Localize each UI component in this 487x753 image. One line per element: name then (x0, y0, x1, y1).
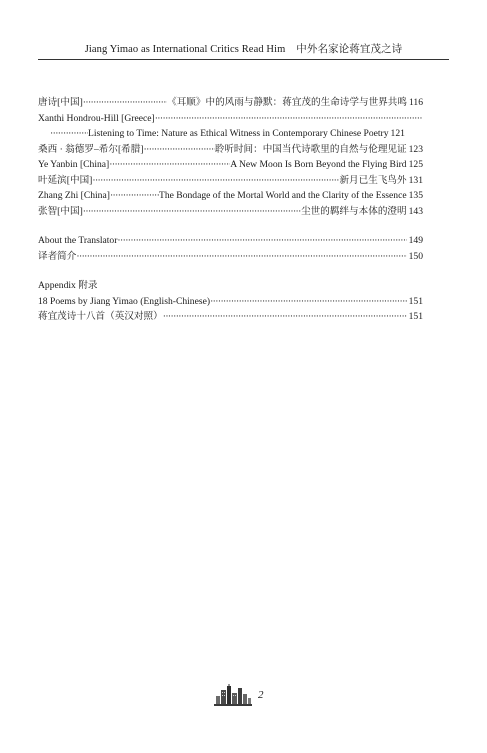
dot-leader (83, 95, 167, 111)
dot-leader (76, 249, 406, 265)
dot-leader (144, 142, 215, 158)
toc-entry-page: 125 (408, 159, 423, 170)
page-number: 2 (258, 689, 264, 701)
toc-entry-title: 18 Poems by Jiang Yimao (English-Chinese) (38, 295, 211, 307)
toc-entry (38, 249, 423, 265)
running-header-chinese: 中外名家论蒋宜茂之诗 (296, 44, 403, 55)
table-of-contents (38, 95, 423, 325)
toc-entry (38, 173, 423, 189)
toc-entry-page: 116 (408, 97, 423, 108)
toc-entry (38, 157, 423, 173)
dot-leader (92, 173, 339, 189)
dot-leader (110, 188, 159, 204)
toc-entry-title: A New Moon Is Born Beyond the Flying Bird (230, 159, 407, 170)
toc-entry-title: 蒋宜茂诗十八首（英汉对照） (38, 311, 163, 322)
appendix-heading: Appendix 附录 (38, 280, 98, 291)
toc-entry-title: 译者简介 (38, 250, 77, 262)
city-skyline-icon (214, 684, 252, 706)
dot-leader (117, 233, 406, 249)
running-header-english: Jiang Yimao as International Critics Read Him (84, 44, 286, 55)
toc-entry-page: 151 (408, 295, 423, 307)
toc-entry-title: 《耳顺》中的风雨与静默：蒋宜茂的生命诗学与世界共鸣 (167, 97, 407, 108)
toc-entry-author: Ye Yanbin [China] (38, 159, 110, 170)
dot-leader (210, 294, 407, 310)
toc-entry-author: 唐诗[中国] (38, 97, 83, 108)
toc-entry-author: Xanthi Hondrou-Hill [Greece] (38, 112, 155, 124)
running-header (0, 41, 487, 56)
toc-entry (38, 233, 423, 249)
toc-entry (38, 142, 423, 158)
toc-entry (38, 126, 423, 142)
dot-leader (155, 111, 423, 127)
toc-entry-page: 121 (390, 128, 405, 139)
section-gap (38, 219, 423, 233)
toc-entry (38, 188, 423, 204)
dot-leader (83, 204, 301, 220)
dot-leader (109, 157, 230, 173)
dot-leader (163, 309, 407, 325)
toc-entry-title: Listening to Time: Nature as Ethical Witness in Contemporary Chinese Poetry (88, 128, 389, 139)
toc-entry-page: 151 (408, 311, 423, 322)
toc-entry-title: 尘世的羁绊与本体的澄明 (301, 205, 407, 217)
section-gap (38, 264, 423, 278)
toc-entry-author: 桑西 · 翁德罗–希尔[希腊] (38, 143, 144, 155)
toc-entry-title: About the Translator (38, 235, 118, 246)
toc-entry-page: 143 (408, 205, 423, 217)
toc-entry-page: 150 (408, 250, 423, 262)
toc-entry-title: 新月已生飞鸟外 (339, 174, 407, 186)
toc-entry-author: 张智[中国] (38, 205, 83, 217)
header-rule (38, 59, 449, 60)
toc-entry-author: 叶延滨[中国] (38, 174, 93, 186)
toc-entry-author: Zhang Zhi [China] (38, 190, 110, 201)
dot-leader (50, 126, 88, 142)
toc-entry (38, 95, 423, 111)
toc-entry-page: 149 (408, 235, 423, 246)
toc-entry (38, 204, 423, 220)
toc-entry-page: 123 (408, 143, 423, 155)
toc-entry (38, 294, 423, 310)
toc-entry-page: 135 (408, 190, 423, 201)
toc-entry (38, 309, 423, 325)
toc-entry (38, 111, 423, 127)
toc-entry-title: 聆听时间：中国当代诗歌里的自然与伦理见证 (214, 143, 407, 155)
toc-entry-title: The Bondage of the Mortal World and the Clarity of the Essence (158, 190, 407, 201)
toc-entry-page: 131 (408, 174, 423, 186)
